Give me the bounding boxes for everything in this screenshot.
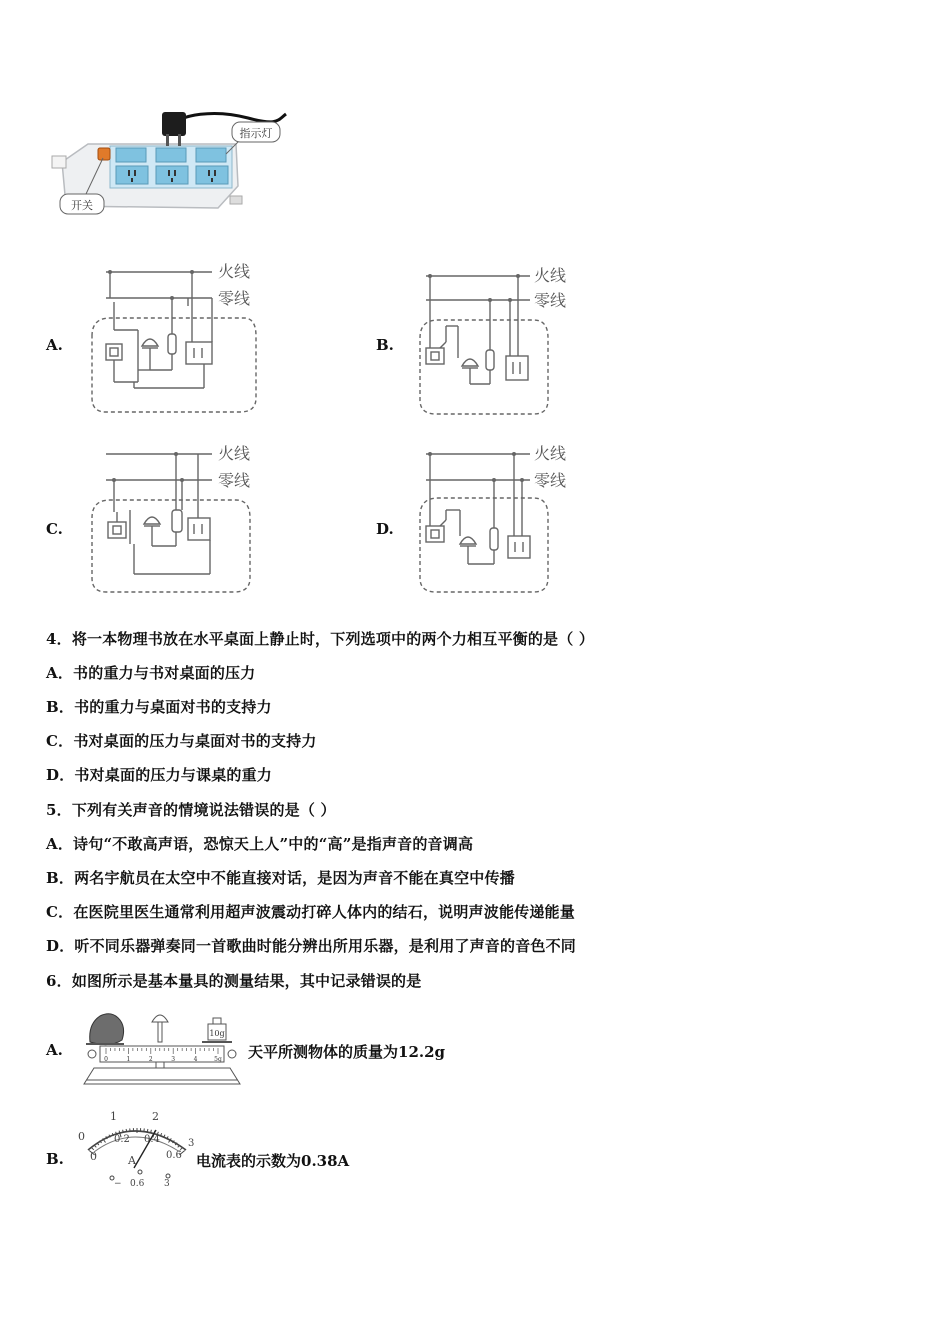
outer-scale-1: 1: [110, 1110, 117, 1123]
q5-option-d[interactable]: D．听不同乐器弹奏同一首歌曲时能分辨出所用乐器，是利用了声音的音色不同: [46, 937, 577, 955]
live-wire-label: 火线: [218, 262, 251, 281]
q6-option-a-label[interactable]: A.: [46, 1041, 63, 1059]
switch-label: 开关: [71, 199, 93, 212]
q4-option-a[interactable]: A．书的重力与书对桌面的压力: [46, 664, 256, 682]
q5-option-b[interactable]: B．两名宇航员在太空中不能直接对话，是因为声音不能在真空中传播: [46, 869, 515, 887]
circuit-a-diagram: [84, 258, 274, 418]
terminal-negative: −: [114, 1179, 122, 1189]
live-wire-label: 火线: [218, 444, 251, 463]
ammeter-unit: A: [128, 1154, 136, 1167]
q5-stem: 5．下列有关声音的情境说法错误的是（ ）: [46, 801, 336, 819]
outer-scale-3: 3: [188, 1138, 195, 1149]
circuit-b-diagram: [410, 262, 590, 422]
option-a-label[interactable]: A.: [46, 336, 63, 354]
inner-scale-2: 0.4: [144, 1134, 160, 1145]
neutral-wire-label: 零线: [218, 289, 251, 308]
inner-scale-1: 0.2: [114, 1134, 130, 1145]
live-wire-label: 火线: [534, 444, 567, 463]
q6-option-b-label[interactable]: B.: [46, 1150, 64, 1168]
option-c-label[interactable]: C.: [46, 520, 63, 538]
q4-option-c[interactable]: C．书对桌面的压力与桌面对书的支持力: [46, 732, 317, 750]
ammeter-tick: [126, 1129, 127, 1132]
ammeter-tick: [94, 1145, 96, 1147]
balance-figure: [80, 1004, 248, 1090]
option-d-label[interactable]: D.: [376, 520, 394, 538]
q6-option-a-text: 天平所测物体的质量为12.2g: [248, 1043, 446, 1061]
terminal-3: 3: [164, 1179, 170, 1189]
outer-scale-2: 2: [152, 1110, 159, 1123]
q4-option-b[interactable]: B．书的重力与桌面对书的支持力: [46, 698, 272, 716]
q4-option-d[interactable]: D．书对桌面的压力与课桌的重力: [46, 766, 273, 784]
balance-tick-label: 0: [104, 1056, 108, 1063]
ammeter-tick: [123, 1130, 124, 1133]
q5-option-c[interactable]: C．在医院里医生通常利用超声波震动打碎人体内的结石，说明声波能传递能量: [46, 903, 575, 921]
circuit-c-diagram: [84, 440, 274, 600]
outer-scale-0: 0: [78, 1130, 85, 1143]
live-wire-label: 火线: [534, 266, 567, 285]
indicator-label: 指示灯: [239, 127, 273, 140]
balance-tick-label: 4: [193, 1056, 198, 1063]
weight-label: 10g: [209, 1029, 225, 1038]
circuit-d-diagram: [410, 440, 590, 600]
q6-stem: 6．如图所示是基本量具的测量结果，其中记录错误的是: [46, 972, 422, 990]
inner-scale-0: 0: [90, 1150, 97, 1163]
q6-option-b-text: 电流表的示数为0.38A: [196, 1152, 350, 1170]
q4-stem: 4．将一本物理书放在水平桌面上静止时，下列选项中的两个力相互平衡的是（ ）: [46, 630, 595, 648]
neutral-wire-label: 零线: [534, 471, 567, 490]
terminal-0-6: 0.6: [130, 1179, 145, 1189]
power-strip-figure: [48, 100, 288, 225]
inner-scale-3: 0.6: [166, 1150, 182, 1161]
balance-tick-label: 3: [171, 1056, 176, 1063]
ammeter-tick: [151, 1130, 152, 1133]
ammeter-figure: [74, 1106, 198, 1190]
balance-tick-label: 5g: [214, 1056, 222, 1063]
ammeter-tick: [147, 1129, 148, 1132]
q5-option-a[interactable]: A．诗句“不敢高声语，恐惊天上人”中的“高”是指声音的音调高: [46, 835, 474, 853]
balance-tick-label: 1: [126, 1056, 131, 1063]
balance-tick-label: 2: [148, 1056, 153, 1063]
neutral-wire-label: 零线: [534, 291, 567, 310]
option-b-label[interactable]: B.: [376, 336, 394, 354]
neutral-wire-label: 零线: [218, 471, 251, 490]
